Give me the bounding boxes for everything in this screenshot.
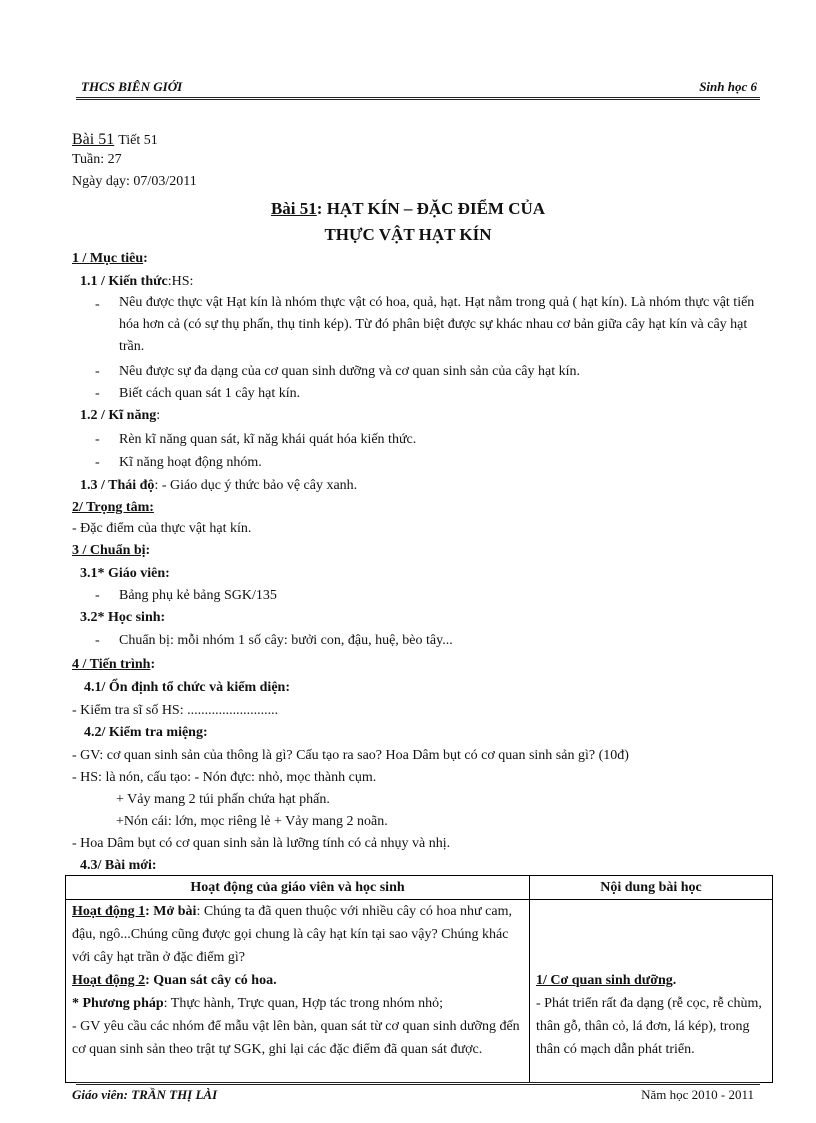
lesson-title-line1: Bài 51: HẠT KÍN – ĐẶC ĐIỂM CỦA xyxy=(270,199,546,218)
lesson-activity-table xyxy=(65,875,773,1083)
attitude-line: 1.3 / Thái độ: - Giáo dục ý thức bảo vệ cây xanh. xyxy=(80,478,358,493)
oral-check-line: - GV: cơ quan sinh sản của thông là gì? Cấu tạo ra sao? Hoa Dâm bụt có cơ quan sinh sản gì? (10đ) xyxy=(72,748,629,763)
focus-heading: 2/ Trọng tâm: xyxy=(72,500,154,515)
new-lesson-heading: 4.3/ Bài mới: xyxy=(80,858,157,873)
attendance-line: - Kiểm tra sĩ số HS: .......................... xyxy=(72,703,279,718)
oral-check-line: + Vảy mang 2 túi phấn chứa hạt phấn. xyxy=(116,792,330,807)
content-heading: 1/ Cơ quan sinh dưỡng. xyxy=(536,973,677,988)
page-header xyxy=(76,77,760,97)
knowledge-item: Nêu được sự đa dạng của cơ quan sinh dưỡng và cơ quan sinh sản của cây hạt kín. xyxy=(119,364,580,379)
activity-2-heading: Hoạt động 2: Quan sát cây có hoa. xyxy=(72,973,277,988)
oral-check-line: +Nón cái: lớn, mọc riêng lẻ + Vảy mang 2 noãn. xyxy=(116,814,388,829)
lesson-period: Tiết 51 xyxy=(118,133,158,148)
focus-text: - Đặc điểm của thực vật hạt kín. xyxy=(72,521,252,536)
header-rule xyxy=(76,97,760,100)
teacher-instruction: - GV yêu cầu các nhóm để mẫu vật lên bàn, quan sát từ cơ quan sinh dưỡng đến cơ quan sinh sản theo trật tự SGK, ghi lại các đặc điểm đã quan sát được. xyxy=(72,1019,520,1057)
activity-1: Hoạt động 1: Mở bài: Chúng ta đã quen thuộc với nhiều cây có hoa như cam, đậu, ngô...Chúng cũng được gọi chung là cây hạt kín tại sao vậy? Chúng khác với cây hạt trần ở đặc điểm gì? xyxy=(72,904,512,965)
teacher-prep-item: Bảng phụ kẻ bảng SGK/135 xyxy=(119,588,277,603)
table-header-activities: Hoạt động của giáo viên và học sinh xyxy=(66,876,530,900)
oral-check-line: - Hoa Dâm bụt có cơ quan sinh sản là lưỡng tính có cả nhụy và nhị. xyxy=(72,836,451,851)
school-year: Năm học 2010 - 2011 xyxy=(641,1087,754,1102)
knowledge-item: Nêu được thực vật Hạt kín là nhóm thực vật có hoa, quả, hạt. Hạt nằm trong quả ( hạt kín). Là nhóm thực vật tiến hóa hơn cả (có sự thụ phấn, thụ tinh kép). Từ đó phân biệt được sự khác nhau cơ bản giữa cây hạt kín và cây hạt trần. xyxy=(119,295,755,354)
oral-check-line: - HS: là nón, cấu tạo: - Nón đực: nhỏ, mọc thành cụm. xyxy=(72,770,377,785)
skill-item: Kĩ năng hoạt động nhóm. xyxy=(119,455,262,470)
preparation-heading: 3 / Chuẩn bị: xyxy=(72,543,151,558)
teacher-name: Giáo viên: TRẦN THỊ LÀI xyxy=(72,1087,218,1102)
student-prep-item: Chuẩn bị: mỗi nhóm 1 số cây: bưởi con, đậu, huệ, bèo tây... xyxy=(119,633,453,648)
skills-heading: 1.2 / Kĩ năng: xyxy=(80,408,161,423)
student-prep-heading: 3.2* Học sinh: xyxy=(80,610,166,625)
objectives-heading: 1 / Mục tiêu: xyxy=(72,251,148,266)
lesson-title-line2: THỰC VẬT HẠT KÍN xyxy=(324,225,492,244)
footer-rule xyxy=(76,1082,760,1085)
school-name: THCS BIÊN GIỚI xyxy=(81,79,183,94)
skill-item: Rèn kĩ năng quan sát, kĩ năg khái quát hóa kiến thức. xyxy=(119,432,417,447)
subject-name: Sinh học 6 xyxy=(699,79,757,94)
organization-heading: 4.1/ Ổn định tổ chức và kiểm diện: xyxy=(84,680,290,695)
lesson-number: Bài 51 xyxy=(72,131,115,148)
knowledge-heading: 1.1 / Kiến thức:HS: xyxy=(80,274,194,289)
content-text: - Phát triển rất đa dạng (rễ cọc, rễ chùm, thân gỗ, thân cỏ, lá đơn, lá kép), trong thân có mạch dẫn phát triển. xyxy=(536,996,762,1057)
procedure-heading: 4 / Tiến trình: xyxy=(72,657,156,672)
teaching-date: Ngày dạy: 07/03/2011 xyxy=(72,174,197,189)
week: Tuần: 27 xyxy=(72,152,122,167)
activities-cell xyxy=(66,900,530,1083)
teacher-prep-heading: 3.1* Giáo viên: xyxy=(80,566,170,581)
lesson-number-line xyxy=(72,130,158,150)
knowledge-item: Biết cách quan sát 1 cây hạt kín. xyxy=(119,386,301,401)
method-line: * Phương pháp: Thực hành, Trực quan, Hợp tác trong nhóm nhỏ; xyxy=(72,996,443,1011)
content-cell xyxy=(530,900,773,1083)
oral-check-heading: 4.2/ Kiểm tra miệng: xyxy=(84,725,208,740)
table-header-content: Nội dung bài học xyxy=(530,876,773,900)
